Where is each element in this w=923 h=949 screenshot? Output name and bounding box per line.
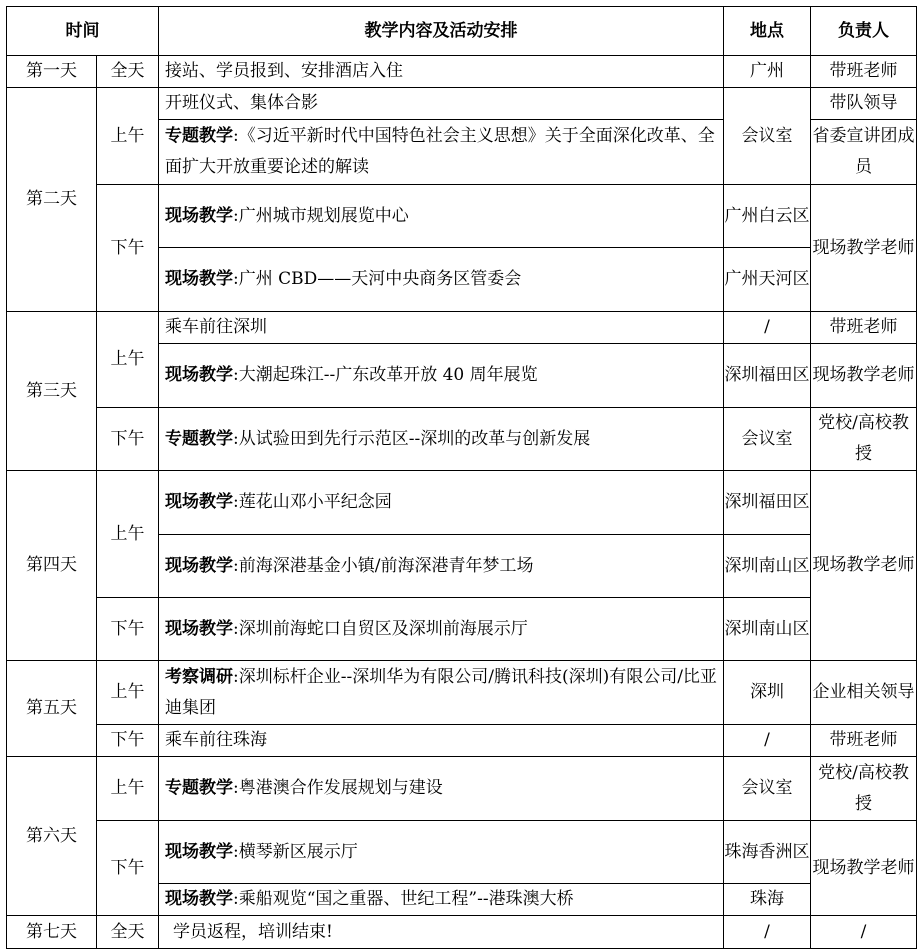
content-cell — [159, 344, 724, 408]
table-row — [7, 185, 917, 248]
person-cell: 党校/高校教授 — [811, 757, 917, 821]
period-cell: 上午 — [97, 312, 159, 408]
table-row — [7, 757, 917, 821]
content-label: 现场教学 — [165, 365, 233, 385]
content-label: 专题教学 — [165, 778, 233, 798]
content-cell — [159, 884, 724, 916]
location-cell: 会议室 — [724, 408, 811, 471]
person-cell: 现场教学老师 — [811, 471, 917, 661]
table-row — [7, 661, 917, 725]
day-cell: 第四天 — [7, 471, 97, 661]
location-cell: 深圳 — [724, 661, 811, 725]
content-label: 现场教学 — [165, 555, 233, 576]
location-cell: 深圳南山区 — [724, 598, 811, 661]
period-cell: 上午 — [97, 88, 159, 185]
period-cell: 下午 — [97, 185, 159, 312]
content-label: 现场教学 — [165, 492, 233, 512]
period-cell: 下午 — [97, 408, 159, 471]
header-location: 地点 — [724, 7, 811, 56]
content-cell — [159, 120, 724, 185]
location-cell: 广州天河区 — [724, 248, 811, 312]
person-cell: 带班老师 — [811, 56, 917, 88]
content-text: :《习近平新时代中国特色社会主义思想》关于全面深化改革、全面扩大开放重要论述的解读 — [165, 126, 715, 177]
content-label: 现场教学 — [165, 269, 233, 289]
day-cell: 第二天 — [7, 88, 97, 312]
content-text: :广州城市规划展览中心 — [233, 205, 409, 226]
period-cell: 下午 — [97, 821, 159, 916]
content-cell: 接站、学员报到、安排酒店入住 — [159, 56, 724, 88]
person-cell: 现场教学老师 — [811, 821, 917, 916]
period-cell: 全天 — [97, 916, 159, 949]
person-cell: 省委宣讲团成员 — [811, 120, 917, 185]
person-cell: 带班老师 — [811, 312, 917, 344]
content-text: :深圳前海蛇口自贸区及深圳前海展示厅 — [233, 618, 528, 639]
header-person: 负责人 — [811, 7, 917, 56]
table-row — [7, 88, 917, 120]
location-cell: 深圳福田区 — [724, 344, 811, 408]
header-content: 教学内容及活动安排 — [159, 7, 724, 56]
person-cell: 现场教学老师 — [811, 344, 917, 408]
header-row — [7, 7, 917, 56]
person-cell: 企业相关领导 — [811, 661, 917, 725]
table-row — [7, 408, 917, 471]
location-cell: 广州 — [724, 56, 811, 88]
location-cell: / — [724, 312, 811, 344]
location-cell: 珠海香洲区 — [724, 821, 811, 884]
table-row — [7, 312, 917, 344]
location-cell: 深圳南山区 — [724, 535, 811, 598]
content-cell — [159, 821, 724, 884]
content-cell: 学员返程，培训结束! — [159, 916, 724, 949]
location-cell: 深圳福田区 — [724, 471, 811, 535]
content-text: :广州 CBD——天河中央商务区管委会 — [233, 269, 522, 289]
person-cell: 党校/高校教授 — [811, 408, 917, 471]
content-text: :横琴新区展示厅 — [233, 841, 358, 862]
content-text: :前海深港基金小镇/前海深港青年梦工场 — [233, 555, 534, 576]
content-text: :莲花山邓小平纪念园 — [233, 492, 392, 512]
period-cell: 全天 — [97, 56, 159, 88]
table-row — [7, 725, 917, 757]
period-cell: 上午 — [97, 471, 159, 598]
content-cell — [159, 248, 724, 312]
person-cell: 带班老师 — [811, 725, 917, 757]
period-cell: 下午 — [97, 725, 159, 757]
content-cell — [159, 661, 724, 725]
table-row — [7, 598, 917, 661]
table-row — [7, 471, 917, 535]
content-cell — [159, 471, 724, 535]
table-row — [7, 916, 917, 949]
location-cell: / — [724, 725, 811, 757]
location-cell: / — [724, 916, 811, 949]
schedule-table — [6, 6, 917, 949]
content-cell — [159, 185, 724, 248]
period-cell: 上午 — [97, 661, 159, 725]
content-cell — [159, 598, 724, 661]
content-label: 现场教学 — [165, 205, 233, 226]
person-cell: 带队领导 — [811, 88, 917, 120]
period-cell: 下午 — [97, 598, 159, 661]
content-cell: 乘车前往珠海 — [159, 725, 724, 757]
header-time: 时间 — [7, 7, 159, 56]
content-text: :深圳标杆企业--深圳华为有限公司/腾讯科技(深圳)有限公司/比亚迪集团 — [165, 666, 717, 718]
person-cell: / — [811, 916, 917, 949]
period-cell: 上午 — [97, 757, 159, 821]
content-cell — [159, 408, 724, 471]
content-cell: 乘车前往深圳 — [159, 312, 724, 344]
day-cell: 第五天 — [7, 661, 97, 757]
location-cell: 会议室 — [724, 757, 811, 821]
day-cell: 第六天 — [7, 757, 97, 916]
content-cell — [159, 535, 724, 598]
location-cell: 会议室 — [724, 88, 811, 185]
table-row — [7, 56, 917, 88]
content-text: :大潮起珠江--广东改革开放 40 周年展览 — [233, 365, 538, 385]
table-row — [7, 821, 917, 884]
location-cell: 珠海 — [724, 884, 811, 916]
content-text: :乘船观览“国之重器、世纪工程”--港珠澳大桥 — [233, 889, 574, 909]
content-cell — [159, 757, 724, 821]
content-label: 专题教学 — [165, 428, 233, 449]
day-cell: 第一天 — [7, 56, 97, 88]
day-cell: 第七天 — [7, 916, 97, 949]
content-label: 专题教学 — [165, 126, 233, 146]
content-text: :从试验田到先行示范区--深圳的改革与创新发展 — [233, 428, 591, 449]
location-cell: 广州白云区 — [724, 185, 811, 248]
content-label: 考察调研 — [165, 666, 233, 687]
day-cell: 第三天 — [7, 312, 97, 471]
content-cell: 开班仪式、集体合影 — [159, 88, 724, 120]
person-cell: 现场教学老师 — [811, 185, 917, 312]
content-label: 现场教学 — [165, 889, 233, 909]
content-text: :粤港澳合作发展规划与建设 — [233, 778, 443, 798]
content-label: 现场教学 — [165, 618, 233, 639]
content-label: 现场教学 — [165, 841, 233, 862]
